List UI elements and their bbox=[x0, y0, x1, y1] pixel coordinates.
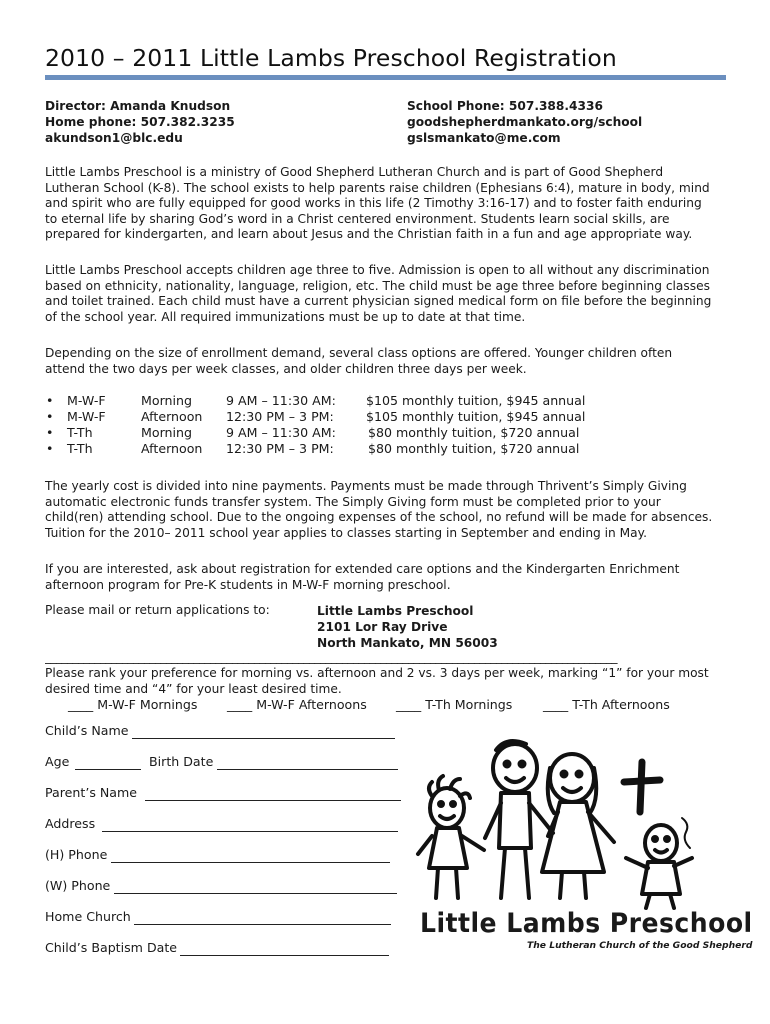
option-days: T-Th bbox=[67, 425, 93, 440]
rank-mwf-morning[interactable]: ____ M-W-F Mornings bbox=[68, 697, 198, 712]
age-label: Age bbox=[45, 754, 70, 769]
mail-name: Little Lambs Preschool bbox=[317, 604, 474, 618]
bullet: • bbox=[46, 425, 54, 440]
director-name: Director: Amanda Knudson bbox=[45, 99, 231, 113]
home-phone-field[interactable] bbox=[111, 862, 390, 863]
option-session: Morning bbox=[141, 393, 192, 408]
admission-paragraph: Little Lambs Preschool accepts children age three to five. Admission is open to all without any discrimination based on ethnicity, nationality, language, religion, etc. The child must be age three before beginning classes and toilet trained. Each child must have a current physician signed medical form on file before the beginning of the school year. All required immunizations must be up to date at that time. bbox=[45, 263, 712, 324]
mission-paragraph: Little Lambs Preschool is a ministry of Good Shepherd Lutheran Church and is part of Good Shepherd Lutheran School (K-8). The school exists to help parents raise children (Ephesians 6:4), mature in body, mind and spirit who are fully equipped for good works in this life (2 Timothy 3:16-17) and to foster faith enduring to eternal life by sharing God’s word in a Christ centered environment. Students learn social skills, are prepared for kindergarten, and learn about Jesus and the Christian faith in a fun and age appropriate way. bbox=[45, 165, 710, 242]
mail-city: North Mankato, MN 56003 bbox=[317, 636, 498, 650]
home-phone: Home phone: 507.382.3235 bbox=[45, 115, 235, 129]
school-email[interactable]: gslsmankato@me.com bbox=[407, 131, 561, 145]
class-options-intro: Depending on the size of enrollment demand, several class options are offered. Younger children often attend the two days per week classes, and older children three days per week. bbox=[45, 346, 673, 376]
section-divider: ________________________________________________________________________________________________________ bbox=[45, 650, 617, 664]
rank-tth-morning[interactable]: ____ T-Th Mornings bbox=[396, 697, 513, 712]
mail-street: 2101 Lor Ray Drive bbox=[317, 620, 448, 634]
address-field[interactable] bbox=[102, 831, 398, 832]
address-label: Address bbox=[45, 816, 96, 831]
home-church-label: Home Church bbox=[45, 909, 131, 924]
rank-tth-afternoon[interactable]: ____ T-Th Afternoons bbox=[543, 697, 670, 712]
bullet: • bbox=[46, 409, 54, 424]
option-tuition: $105 monthly tuition, $945 annual bbox=[366, 393, 586, 408]
child-name-field[interactable] bbox=[132, 738, 395, 739]
baptism-date-field[interactable] bbox=[180, 955, 389, 956]
option-days: M-W-F bbox=[67, 393, 106, 408]
age-field[interactable] bbox=[75, 769, 141, 770]
option-tuition: $80 monthly tuition, $720 annual bbox=[368, 425, 580, 440]
birth-date-field[interactable] bbox=[217, 769, 398, 770]
option-time: 9 AM – 11:30 AM: bbox=[226, 393, 336, 408]
page-title: 2010 – 2011 Little Lambs Preschool Registration bbox=[45, 44, 617, 72]
bullet: • bbox=[46, 393, 54, 408]
home-phone-label: (H) Phone bbox=[45, 847, 108, 862]
option-time: 12:30 PM – 3 PM: bbox=[226, 441, 334, 456]
work-phone-label: (W) Phone bbox=[45, 878, 111, 893]
logo-subtitle: The Lutheran Church of the Good Shepherd bbox=[527, 940, 753, 951]
logo-wordmark: Little Lambs Preschool bbox=[420, 908, 753, 939]
option-tuition: $105 monthly tuition, $945 annual bbox=[366, 409, 586, 424]
mail-label: Please mail or return applications to: bbox=[45, 603, 270, 617]
bullet: • bbox=[46, 441, 54, 456]
director-email[interactable]: akundson1@blc.edu bbox=[45, 131, 183, 145]
school-phone: School Phone: 507.388.4336 bbox=[407, 99, 603, 113]
payment-paragraph: The yearly cost is divided into nine payments. Payments must be made through Thrivent’s Simply Giving automatic electronic funds transfer system. The Simply Giving form must be completed prior to your child(ren) attending school. Due to the ongoing expenses of the school, no refund will be made for absences. Tuition for the 2010– 2011 school year applies to classes starting in September and ending in May. bbox=[45, 479, 713, 540]
option-session: Morning bbox=[141, 425, 192, 440]
option-days: M-W-F bbox=[67, 409, 106, 424]
home-church-field[interactable] bbox=[134, 924, 391, 925]
option-tuition: $80 monthly tuition, $720 annual bbox=[368, 441, 580, 456]
children-drawing-icon bbox=[412, 738, 722, 914]
option-session: Afternoon bbox=[141, 441, 203, 456]
school-website[interactable]: goodshepherdmankato.org/school bbox=[407, 115, 643, 129]
option-time: 12:30 PM – 3 PM: bbox=[226, 409, 334, 424]
rank-instructions: Please rank your preference for morning vs. afternoon and 2 vs. 3 days per week, marking “1” for your most desired time and “4” for your least desired time. bbox=[45, 666, 709, 696]
parent-name-label: Parent’s Name bbox=[45, 785, 138, 800]
birth-date-label: Birth Date bbox=[149, 754, 214, 769]
option-days: T-Th bbox=[67, 441, 93, 456]
rank-mwf-afternoon[interactable]: ____ M-W-F Afternoons bbox=[227, 697, 367, 712]
extended-care-paragraph: If you are interested, ask about registration for extended care options and the Kindergarten Enrichment afternoon program for Pre-K students in M-W-F morning preschool. bbox=[45, 562, 680, 592]
parent-name-field[interactable] bbox=[145, 800, 401, 801]
title-underline bbox=[45, 75, 726, 80]
work-phone-field[interactable] bbox=[114, 893, 397, 894]
baptism-date-label: Child’s Baptism Date bbox=[45, 940, 178, 955]
child-name-label: Child’s Name bbox=[45, 723, 129, 738]
option-session: Afternoon bbox=[141, 409, 203, 424]
option-time: 9 AM – 11:30 AM: bbox=[226, 425, 336, 440]
